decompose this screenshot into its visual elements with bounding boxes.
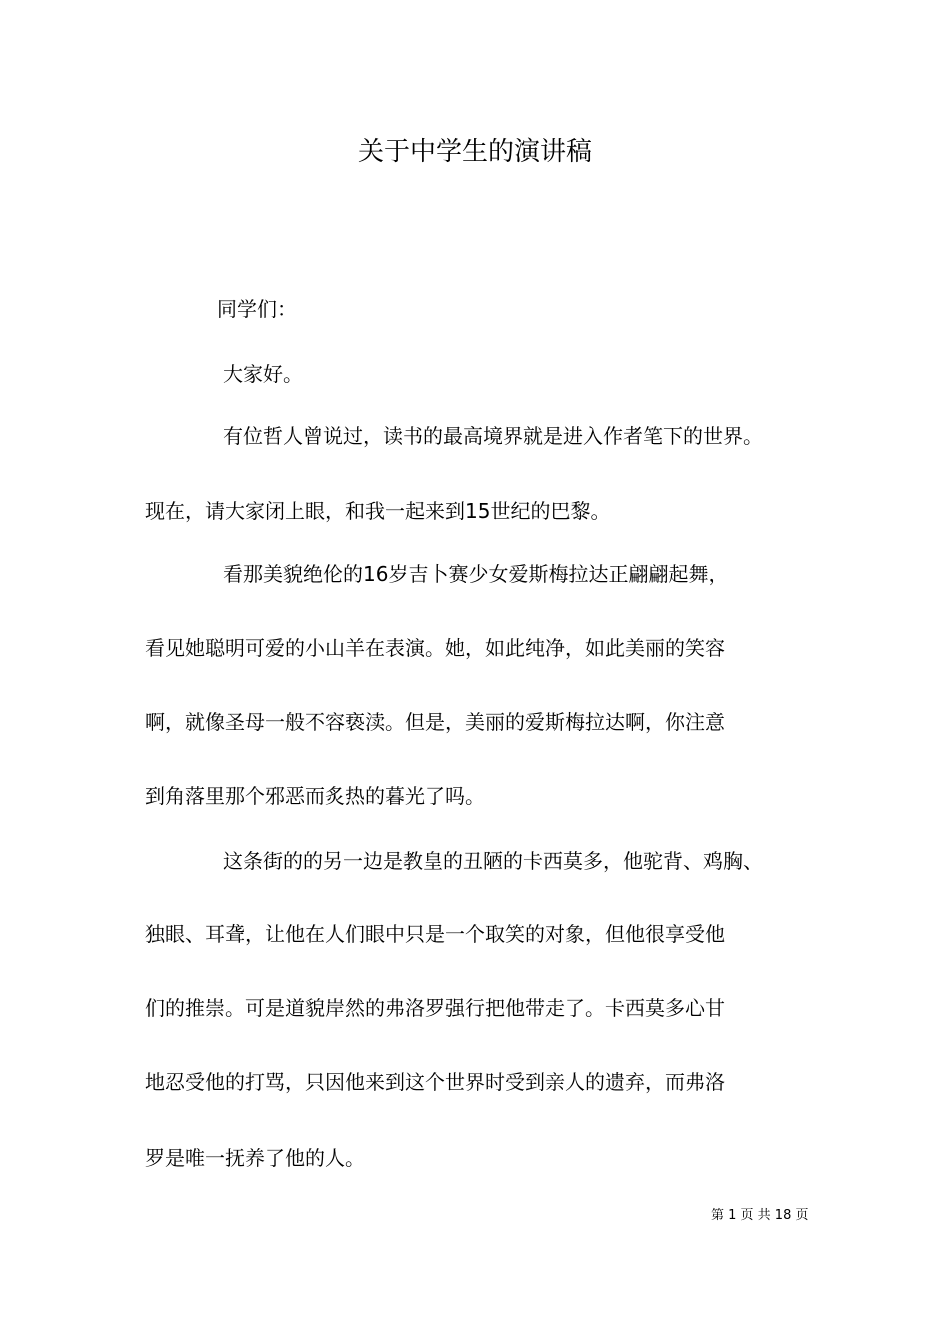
- greeting-line: 大家好。: [223, 362, 303, 386]
- paragraph-line: 地忍受他的打骂，只因他来到这个世界时受到亲人的遗弃，而弗洛: [145, 1070, 725, 1094]
- paragraph-line: 有位哲人曾说过，读书的最高境界就是进入作者笔下的世界。: [223, 424, 763, 448]
- document-title: 关于中学生的演讲稿: [357, 137, 592, 167]
- paragraph-line: 看那美貌绝伦的16岁吉卜赛少女爱斯梅拉达正翩翩起舞，: [223, 562, 729, 586]
- paragraph-line: 这条街的的另一边是教皇的丑陋的卡西莫多，他驼背、鸡胸、: [223, 849, 763, 873]
- paragraph-line: 们的推崇。可是道貌岸然的弗洛罗强行把他带走了。卡西莫多心甘: [145, 996, 725, 1020]
- paragraph-line: 到角落里那个邪恶而炙热的暮光了吗。: [145, 784, 485, 808]
- paragraph-line: 啊，就像圣母一般不容亵渎。但是，美丽的爱斯梅拉达啊，你注意: [145, 710, 725, 734]
- paragraph-line: 现在，请大家闭上眼，和我一起来到15世纪的巴黎。: [145, 499, 611, 523]
- paragraph-line: 罗是唯一抚养了他的人。: [145, 1146, 365, 1170]
- paragraph-line: 看见她聪明可爱的小山羊在表演。她，如此纯净，如此美丽的笑容: [145, 636, 725, 660]
- salutation-line: 同学们：: [217, 297, 297, 321]
- page-number-footer: 第 1 页 共 18 页: [711, 1208, 809, 1223]
- paragraph-line: 独眼、耳聋，让他在人们眼中只是一个取笑的对象，但他很享受他: [145, 922, 725, 946]
